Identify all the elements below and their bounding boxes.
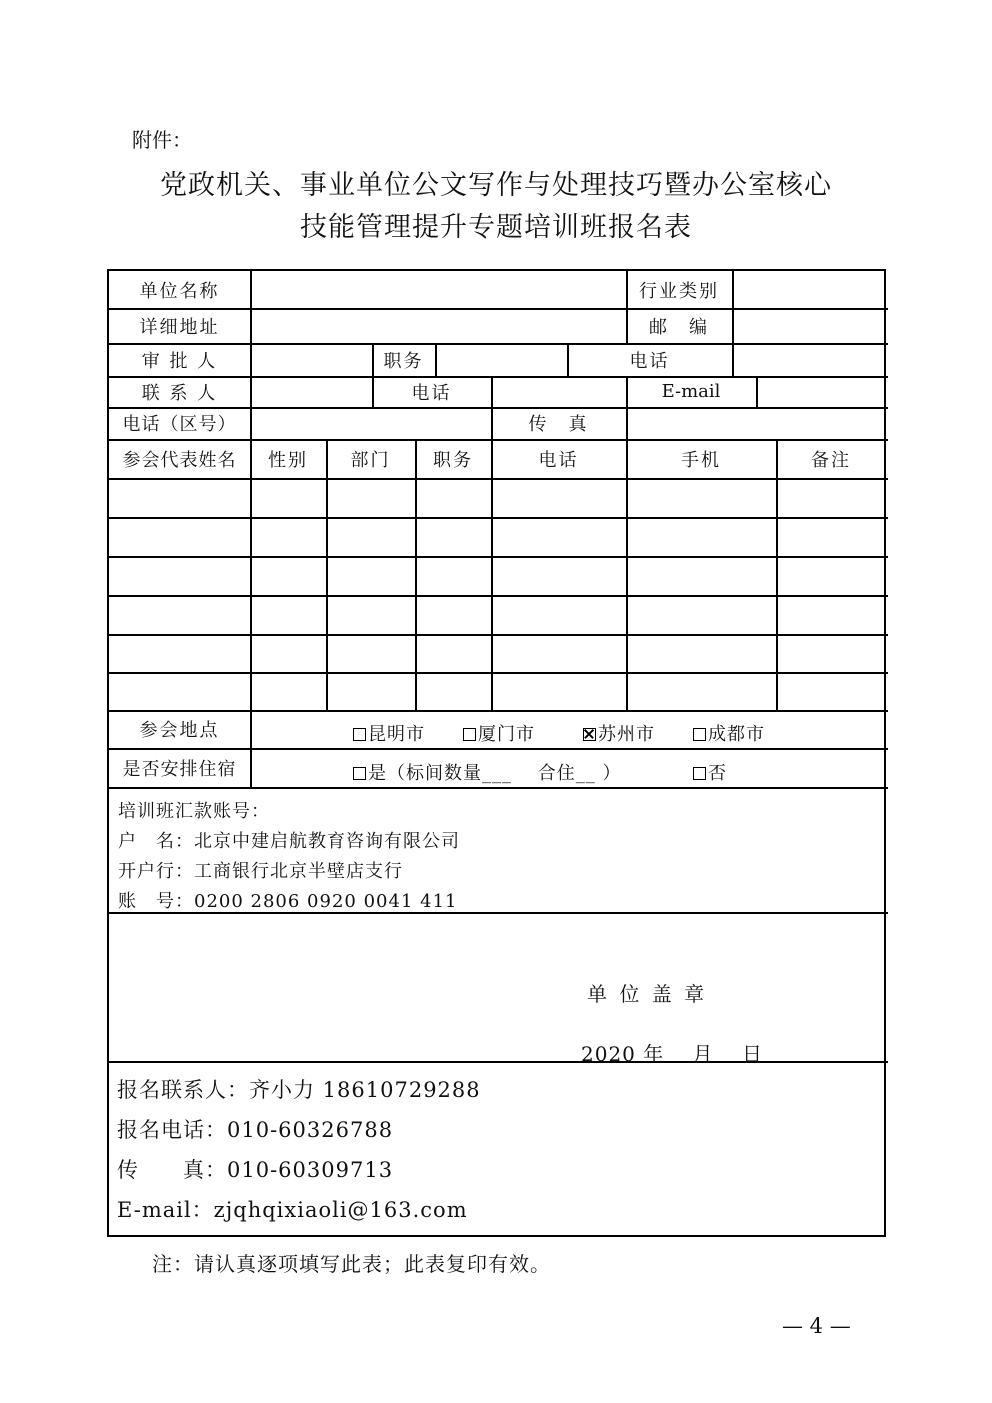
industry-field[interactable] — [734, 271, 886, 308]
bank-account-number: 账 号：0200 2806 0920 0041 411 — [118, 891, 458, 912]
bank-title: 培训班汇款账号： — [118, 801, 270, 822]
venue-option-suzhou[interactable]: 苏州市 — [583, 720, 655, 746]
approver-label: 审 批 人 — [141, 350, 218, 372]
address-label: 详细地址 — [139, 316, 220, 338]
checked-checkbox-icon[interactable] — [583, 728, 596, 741]
page-number: — 4 — — [782, 1314, 851, 1338]
stamp-date: 2020 年 月 日 — [581, 1042, 763, 1066]
unit-stamp-label: 单 位 盖 章 — [587, 982, 708, 1006]
form-title-line-1: 党政机关、事业单位公文写作与处理技巧暨办公室核心 — [160, 170, 832, 201]
bank-branch: 开户行：工商银行北京半壁店支行 — [118, 861, 403, 882]
venue-option-xiamen[interactable]: 厦门市 — [463, 720, 535, 746]
contact-phone-label: 电话 — [411, 382, 452, 404]
attendee-header-position: 职务 — [433, 449, 473, 471]
attendee-header-mobile: 手机 — [681, 449, 721, 471]
approver-field[interactable] — [252, 343, 372, 376]
approver-phone-field[interactable] — [734, 343, 886, 376]
footnote: 注：请认真逐项填写此表；此表复印有效。 — [152, 1252, 551, 1276]
postcode-label: 邮 编 — [649, 316, 709, 338]
attendee-header-department: 部门 — [350, 449, 391, 471]
attendee-header-name: 参会代表姓名 — [122, 449, 237, 471]
email-label: E-mail — [661, 381, 721, 402]
area-phone-field[interactable] — [252, 407, 491, 439]
venue-option-chengdu[interactable]: 成都市 — [693, 720, 765, 746]
contact-field[interactable] — [252, 376, 372, 407]
lodging-label: 是否安排住宿 — [122, 758, 237, 780]
checkbox-icon[interactable] — [693, 728, 706, 741]
attendee-header-gender: 性别 — [268, 449, 308, 471]
industry-label: 行业类别 — [639, 280, 719, 302]
registration-email: E-mail：zjqhqixiaoli@163.com — [117, 1198, 468, 1222]
unit-name-label: 单位名称 — [139, 280, 220, 302]
registration-contact: 报名联系人：齐小力 18610729288 — [117, 1078, 481, 1102]
venue-label: 参会地点 — [139, 720, 220, 741]
lodging-option-yes[interactable]: 是（标间数量___ 合住__ ） — [353, 759, 621, 785]
checkbox-icon[interactable] — [463, 728, 476, 741]
form-title-line-2: 技能管理提升专题培训班报名表 — [300, 212, 692, 243]
registration-fax: 传 真：010-60309713 — [117, 1158, 394, 1182]
checkbox-icon[interactable] — [353, 728, 366, 741]
venue-option-kunming[interactable]: 昆明市 — [353, 720, 425, 746]
approver-position-field[interactable] — [437, 343, 567, 376]
contact-phone-field[interactable] — [493, 376, 626, 407]
checkbox-icon[interactable] — [353, 767, 366, 780]
contact-label: 联 系 人 — [141, 382, 218, 404]
attendee-header-phone: 电话 — [538, 449, 579, 471]
email-field[interactable] — [758, 376, 886, 407]
approver-position-label: 职务 — [383, 350, 424, 372]
fax-field[interactable] — [628, 407, 886, 439]
approver-phone-label: 电话 — [629, 350, 670, 372]
attachment-label: 附件： — [132, 128, 192, 152]
postcode-field[interactable] — [734, 308, 886, 343]
fax-label: 传 真 — [528, 414, 589, 435]
area-phone-label: 电话（区号） — [122, 414, 237, 435]
address-field[interactable] — [252, 308, 626, 343]
unit-name-field[interactable] — [252, 271, 626, 308]
checkbox-icon[interactable] — [693, 767, 706, 780]
registration-phone: 报名电话：010-60326788 — [117, 1118, 394, 1142]
bank-account-name: 户 名：北京中建启航教育咨询有限公司 — [118, 831, 460, 852]
lodging-option-no[interactable]: 否 — [693, 759, 727, 785]
attendee-header-remarks: 备注 — [811, 449, 851, 471]
